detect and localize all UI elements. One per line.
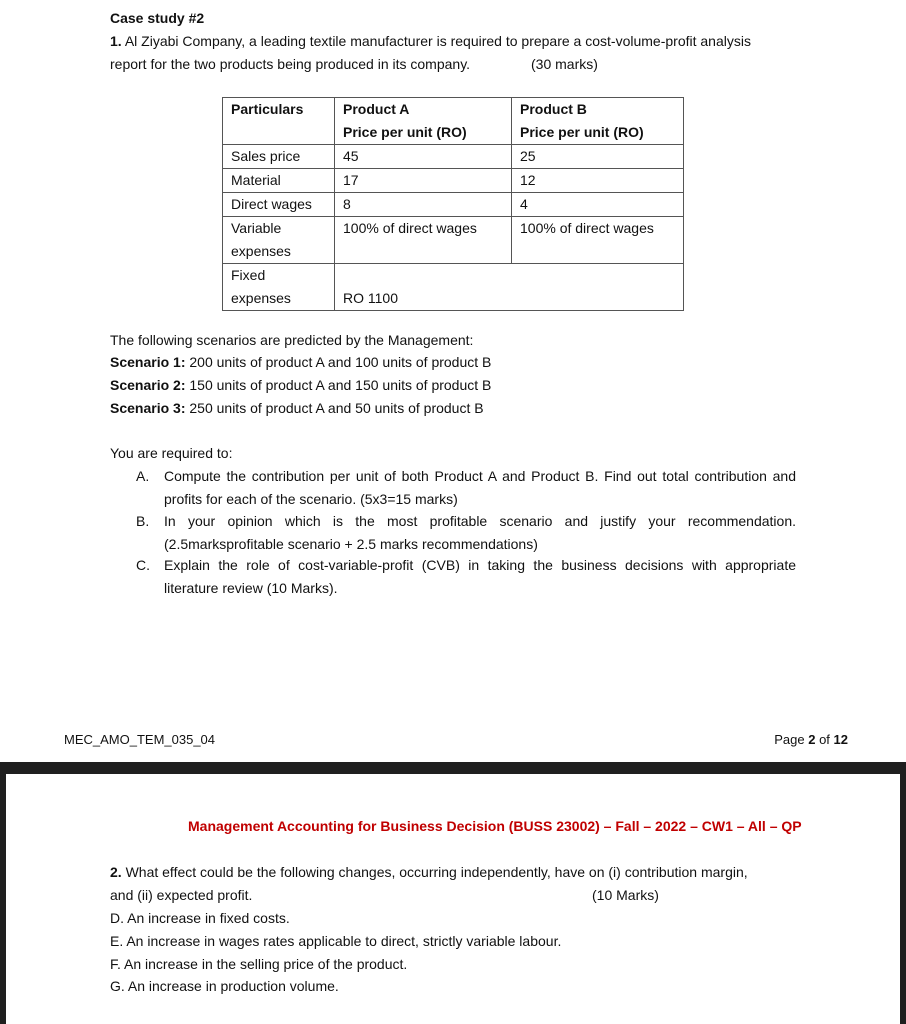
row-value-b: 100% of direct wages <box>512 217 684 264</box>
required-intro: You are required to: <box>110 445 233 461</box>
scenario-label: Scenario 1: <box>110 354 186 370</box>
table-row <box>223 193 684 217</box>
requirement-marker: A. <box>136 468 150 484</box>
row-label-line-2: expenses <box>231 290 291 306</box>
row-value-a: 45 <box>335 145 512 169</box>
question-2-text: What effect could be the following changes, occurring independently, have on (i) contribution margin, <box>125 864 748 880</box>
table-row <box>223 264 684 311</box>
row-value-a: 8 <box>335 193 512 217</box>
requirement-marker: C. <box>136 557 150 573</box>
question-2-number: 2. <box>110 864 122 880</box>
question-1-text: Al Ziyabi Company, a leading textile manufacturer is required to prepare a cost-volume-profit analysis <box>124 33 751 49</box>
page-of: of <box>819 732 830 747</box>
question-1-line-1 <box>110 32 751 50</box>
question-2-line-1 <box>110 863 748 881</box>
table-row <box>223 217 684 264</box>
page-gutter-right <box>900 762 906 1024</box>
row-label: Sales price <box>223 145 335 169</box>
scenario-1 <box>110 353 491 371</box>
row-label-line-2: expenses <box>231 243 291 259</box>
row-label: Material <box>223 169 335 193</box>
document-page-2 <box>6 774 900 1024</box>
row-label <box>223 217 335 264</box>
row-label <box>223 264 335 311</box>
scenarios-intro: The following scenarios are predicted by the Management: <box>110 332 474 348</box>
table-header-row <box>223 98 684 145</box>
page-current: 2 <box>808 732 816 747</box>
list-item: D. An increase in fixed costs. <box>110 910 290 926</box>
requirement-item <box>136 510 796 556</box>
requirement-text: In your opinion which is the most profitable scenario and justify your recommendation.(2.5marksprofitable scenario + 2.5 marks recommendations) <box>164 513 796 552</box>
footer-document-code: MEC_AMO_TEM_035_04 <box>64 732 216 747</box>
page-total: 12 <box>833 732 848 747</box>
requirement-item <box>136 465 796 511</box>
header-product-b <box>512 98 684 145</box>
cost-table <box>222 97 684 311</box>
header-particulars-label: Particulars <box>231 101 304 117</box>
row-value-a: 100% of direct wages <box>335 217 512 264</box>
row-label-line-1: Fixed <box>231 267 266 283</box>
table-row <box>223 145 684 169</box>
requirement-text: Explain the role of cost-variable-profit (CVB) in taking the business decisions with appropriate literature review (10 Marks). <box>164 557 796 596</box>
requirement-text: Compute the contribution per unit of both Product A and Product B. Find out total contribution and profits for each of the scenario. (5x3=15 marks) <box>164 468 796 507</box>
question-1-line-2: report for the two products being produced in its company. <box>110 56 471 72</box>
row-value-fixed <box>335 264 684 311</box>
header-particulars <box>223 98 335 145</box>
table-row <box>223 169 684 193</box>
row-value-b: 4 <box>512 193 684 217</box>
course-header-title: Management Accounting for Business Decision (BUSS 23002) – Fall – 2022 – CW1 – All – QP <box>188 818 802 834</box>
scenario-text: 250 units of product A and 50 units of product B <box>189 400 484 416</box>
requirement-marker: B. <box>136 513 150 529</box>
question-1-marks: (30 marks) <box>531 56 598 72</box>
list-item: G. An increase in production volume. <box>110 978 339 994</box>
question-2-line-2: and (ii) expected profit. <box>110 887 253 903</box>
page-label: Page <box>774 732 805 747</box>
scenario-label: Scenario 3: <box>110 400 186 416</box>
case-study-heading: Case study #2 <box>110 10 205 26</box>
list-item: F. An increase in the selling price of the product. <box>110 956 408 972</box>
header-product-b-label: Product B <box>520 101 587 117</box>
header-product-a-label: Product A <box>343 101 410 117</box>
scenario-label: Scenario 2: <box>110 377 186 393</box>
row-label: Direct wages <box>223 193 335 217</box>
row-value-b: 25 <box>512 145 684 169</box>
row-value-b: 12 <box>512 169 684 193</box>
scenario-3 <box>110 399 484 417</box>
scenario-text: 150 units of product A and 150 units of product B <box>189 377 492 393</box>
question-1-number: 1. <box>110 33 122 49</box>
page-separator <box>0 762 906 774</box>
scenario-text: 200 units of product A and 100 units of product B <box>189 354 492 370</box>
requirement-item <box>136 554 796 600</box>
header-product-b-sub: Price per unit (RO) <box>520 124 644 140</box>
question-2-marks: (10 Marks) <box>592 887 659 903</box>
row-value-a: 17 <box>335 169 512 193</box>
header-product-a-sub: Price per unit (RO) <box>343 124 467 140</box>
list-item: E. An increase in wages rates applicable to direct, strictly variable labour. <box>110 933 562 949</box>
header-product-a <box>335 98 512 145</box>
scenario-2 <box>110 376 491 394</box>
footer-page-number <box>774 731 848 749</box>
fixed-expenses-value: RO 1100 <box>343 290 398 306</box>
row-label-line-1: Variable <box>231 220 282 236</box>
